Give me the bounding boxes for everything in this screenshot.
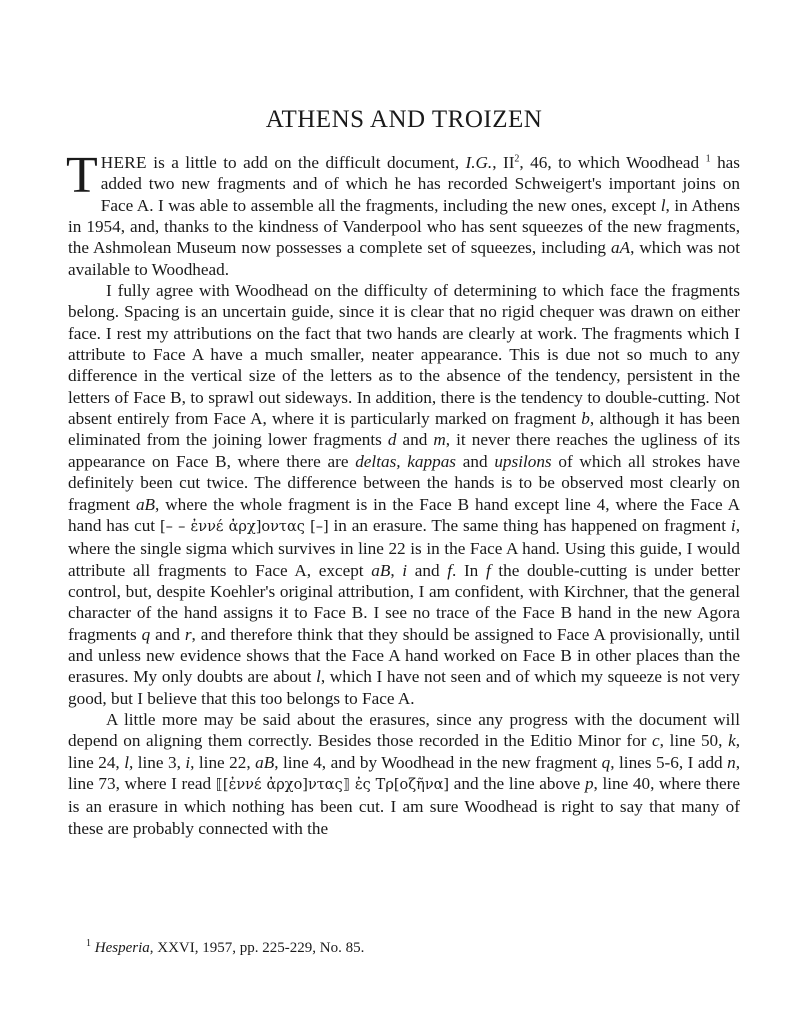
paragraph-2: I fully agree with Woodhead on the difficulty of determining to which face the fragments belong. Spacing is an uncertain guide, since it is clear that no rigid chequer was drawn on either face. I rest my attributions on the fact that two hands are clearly at work. The fragments which I attribute to Face A have a much smaller, neater appearance. This is due not so much to any difference in the vertical size of the letters as to the absence of the tendency, persistent in the letters of Face B, to sprawl out sideways. In addition, there is the tendency to double-cutting. Not absent entirely from Face A, where it is particularly marked on fragment b, although it has been eliminated from the joining lower fragments d and m, it never there reaches the ugliness of its appearance on Face B, where there are deltas, kappas and upsilons of which all strokes have definitely been cut twice. The difference between the hands is to be observed most clearly on fragment aB, where the whole fragment is in the Face B hand except line 4, where the Face A hand has cut [– – ἐννέ ἀρχ]οντας [–] in an erasure. The same thing has happened on fragment i, where the single sigma which survives in line 22 is in the Face A hand. Using this guide, I would attribute all fragments to Face A, except aB, i and f. In f the double-cutting is under better control, but, despite Koehler's original attribution, I am confident, with Kirchner, that the general character of the hand assigns it to Face B. I see no trace of the Face B hand in the new Agora fragments q and r, and therefore think that they should be assigned to Face A provisionally, until and unless new evidence shows that the Face A hand worked on Face B in other places than the erasures. My only doubts are about l, which I have not seen and of which my squeeze is not very good, but I believe that this too belongs to Face A.	[68, 281, 741, 708]
greek-restoration: [– – ἐννέ ἀρχ]οντας [–]	[159, 518, 329, 535]
paragraph-1: THERE is a little to add on the difficult document, I.G., $II^2$, 46, to which Woodhead $^1$ has added two new fragments and of which he has recorded Schweigert's important joins on Face A. I was able to assemble all the fragments, including the new ones, except l, in Athens in 1954, and, thanks to the kindness of Vanderpool who has sent squeezes of the new fragments, the Ashmolean Museum now possesses a complete set of squeezes, including aA, which was not available to Woodhead.	[66, 147, 740, 279]
paragraph-3: A little more may be said about the erasures, since any progress with the document will depend on aligning them correctly. Besides those recorded in the Editio Minor for c, line 50, k, line 24, l, line 3, i, line 22, aB, line 4, and by Woodhead in the new fragment q, lines 5-6, I add n, line 73, where I read ⟦[ἐννέ ἀρχο]ντας⟧ ἐς Τρ[οζῆνα] and the line above p, line 40, where there is an erasure in which nothing has been cut. I am sure Woodhead is right to say that many of these are probably connected with the	[68, 709, 740, 838]
greek-restoration: ⟦[ἐννέ ἀρχο]ντας⟧ ἐς Τρ[οζῆνα]	[215, 776, 450, 793]
footnote-reference: 1	[705, 153, 711, 165]
article-body	[66, 147, 741, 839]
footnote-text: , XXVI, 1957, pp. 225-229, No. 85.	[149, 940, 365, 956]
page-title: ATHENS AND TROIZEN	[265, 106, 543, 133]
footnote-number: 1	[86, 938, 91, 949]
footnote-journal: Hesperia	[94, 940, 150, 956]
drop-cap: T	[66, 147, 98, 204]
footnote	[86, 940, 364, 957]
